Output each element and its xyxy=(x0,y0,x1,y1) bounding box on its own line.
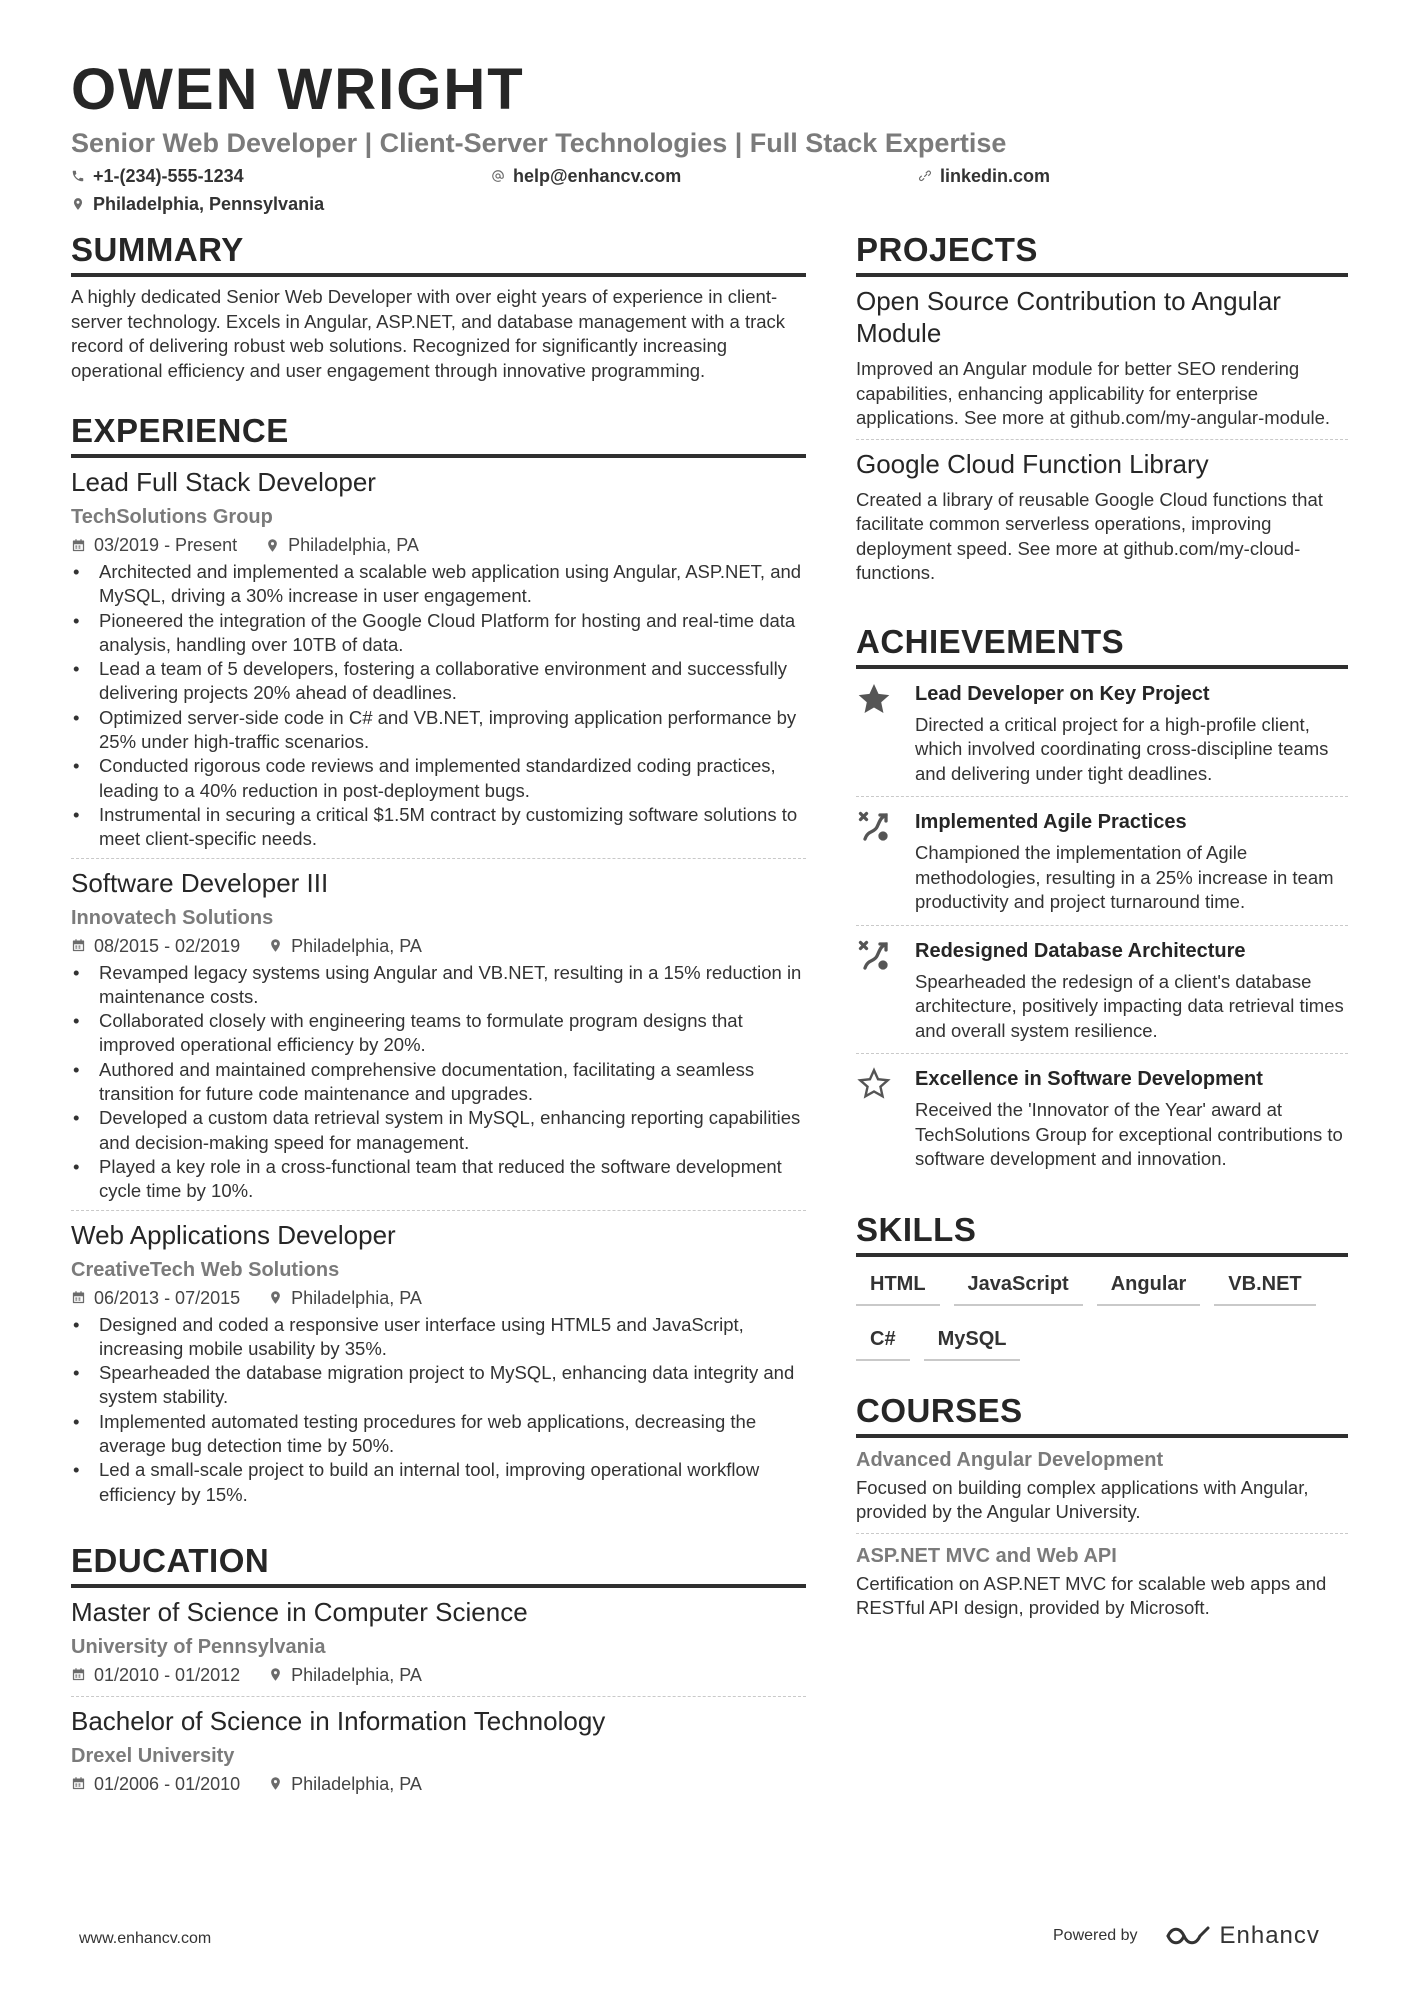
meta-row xyxy=(71,933,806,959)
project-item xyxy=(856,277,1348,440)
project-description: Created a library of reusable Google Cloud functions that facilitate common serverless operations, improving deployment speed. See more at github.com/my-cloud-functions. xyxy=(856,488,1323,583)
experience-heading: EXPERIENCE xyxy=(71,411,806,458)
achievement-item xyxy=(856,926,1348,1055)
contact-location xyxy=(71,194,324,215)
course-item xyxy=(856,1534,1348,1629)
education-list xyxy=(71,1588,806,1805)
at-icon xyxy=(491,169,505,183)
meta-row xyxy=(71,1285,806,1311)
achievement-title: Lead Developer on Key Project xyxy=(915,682,1210,705)
courses-section xyxy=(856,1391,1348,1629)
course-item xyxy=(856,1438,1348,1534)
achievement-body xyxy=(915,679,1348,787)
location xyxy=(268,1662,422,1688)
skills-section xyxy=(856,1210,1348,1377)
achievement-icon-wrap xyxy=(856,936,915,1044)
project-title: Open Source Contribution to Angular Module xyxy=(856,286,1281,348)
star-filled-icon xyxy=(856,681,892,717)
job-title: Lead Full Stack Developer xyxy=(71,467,376,497)
skills-heading: SKILLS xyxy=(856,1210,1348,1257)
powered-by-label: Powered by xyxy=(1053,1927,1138,1944)
contact-row xyxy=(71,163,1351,189)
achievement-body xyxy=(915,807,1348,915)
bullet-item: • Implemented automated testing procedures for web applications, decreasing the average bug detection time by 50%. xyxy=(71,1410,806,1459)
date-range xyxy=(71,1662,240,1688)
date-text: 06/2013 - 07/2015 xyxy=(94,1287,241,1308)
location-text: Philadelphia, PA xyxy=(291,1287,422,1308)
contact-phone xyxy=(71,166,491,187)
location-pin-icon xyxy=(268,938,283,953)
candidate-headline: Senior Web Developer | Client-Server Technologies | Full Stack Expertise xyxy=(71,128,1007,158)
phone-text: +1-(234)-555-1234 xyxy=(93,165,244,186)
projects-section xyxy=(856,230,1348,594)
bullet-item: • Lead a team of 5 developers, fostering a collaborative environment and successfully delivering projects 20% ahead of deadlines. xyxy=(71,657,806,706)
bullet-item: • Instrumental in securing a critical $1.5M contract by customizing software solutions to meet client-specific needs. xyxy=(71,803,806,852)
bullet-item: • Led a small-scale project to build an internal tool, improving operational workflow efficiency by 15%. xyxy=(71,1458,806,1507)
location-pin-icon xyxy=(265,538,280,553)
achievements-list xyxy=(856,669,1348,1182)
school-name: Drexel University xyxy=(71,1744,235,1767)
location-text: Philadelphia, PA xyxy=(291,935,422,956)
date-text: 03/2019 - Present xyxy=(94,535,238,555)
bullet-item: • Designed and coded a responsive user interface using HTML5 and JavaScript, increasing mobile usability by 35%. xyxy=(71,1313,806,1362)
footer-branding xyxy=(1053,1922,1320,1950)
calendar-icon xyxy=(71,1667,86,1682)
date-range xyxy=(71,532,237,558)
achievement-icon-wrap xyxy=(856,807,915,915)
left-column xyxy=(71,230,806,1833)
achievement-title: Excellence in Software Development xyxy=(915,1068,1263,1090)
location-pin-icon xyxy=(268,1667,283,1682)
skill-tag: HTML xyxy=(856,1267,940,1306)
skill-tag: VB.NET xyxy=(1214,1267,1315,1306)
strategy-icon xyxy=(856,809,892,845)
location-text: Philadelphia, PA xyxy=(291,1773,422,1794)
calendar-icon xyxy=(71,1776,86,1791)
date-text: 01/2006 - 01/2010 xyxy=(94,1773,241,1794)
location xyxy=(265,532,419,558)
skill-tag: MySQL xyxy=(924,1322,1021,1361)
contact-row-location xyxy=(71,191,1351,217)
meta-row xyxy=(71,1771,806,1797)
location-text: Philadelphia, PA xyxy=(288,535,419,555)
projects-heading: PROJECTS xyxy=(856,230,1348,277)
bullet-list xyxy=(71,961,806,1204)
phone-icon xyxy=(71,169,85,183)
summary-text: A highly dedicated Senior Web Developer with over eight years of experience in client-server technology. Excels in Angular, ASP.NET, and database management with a track record of delivering robust web solutions. Recognized for significantly increasing operational efficiency and user engagement through innovative programming. xyxy=(71,286,786,381)
meta-row xyxy=(71,1662,806,1688)
contact-linkedin[interactable] xyxy=(918,166,1050,187)
bullet-item: • Authored and maintained comprehensive documentation, facilitating a seamless transition for future code maintenance and upgrades. xyxy=(71,1058,806,1107)
courses-list xyxy=(856,1438,1348,1629)
achievement-description: Championed the implementation of Agile methodologies, resulting in a 25% increase in team productivity and project turnaround time. xyxy=(915,842,1334,912)
projects-list xyxy=(856,277,1348,594)
achievement-icon-wrap xyxy=(856,1064,915,1172)
link-icon xyxy=(918,169,932,183)
education-item xyxy=(71,1697,806,1805)
linkedin-text: linkedin.com xyxy=(940,165,1051,186)
calendar-icon xyxy=(71,1290,86,1305)
skill-tag: JavaScript xyxy=(954,1267,1083,1306)
enhancv-logo[interactable] xyxy=(1164,1922,1320,1950)
summary-heading: SUMMARY xyxy=(71,230,806,277)
experience-item xyxy=(71,1211,806,1513)
footer-website[interactable]: www.enhancv.com xyxy=(79,1930,212,1947)
achievement-body xyxy=(915,1064,1348,1172)
enhancv-logo-icon xyxy=(1164,1925,1212,1947)
email-text: help@enhancv.com xyxy=(513,165,682,186)
calendar-icon xyxy=(71,938,86,953)
bullet-item: • Revamped legacy systems using Angular and VB.NET, resulting in a 15% reduction in maintenance costs. xyxy=(71,961,806,1010)
candidate-name: OWEN WRIGHT xyxy=(71,57,525,122)
company-name: TechSolutions Group xyxy=(71,506,273,528)
bullet-item: • Conducted rigorous code reviews and implemented standardized coding practices, leading to a 40% reduction in post-deployment bugs. xyxy=(71,754,806,803)
course-description: Focused on building complex applications with Angular, provided by the Angular University. xyxy=(856,1476,1309,1522)
courses-heading: COURSES xyxy=(856,1391,1348,1438)
project-title: Google Cloud Function Library xyxy=(856,448,1209,479)
bullet-item: • Developed a custom data retrieval system in MySQL, enhancing reporting capabilities and decision-making speed for management. xyxy=(71,1106,806,1155)
achievement-item xyxy=(856,797,1348,926)
meta-row xyxy=(71,532,806,558)
job-title: Software Developer III xyxy=(71,867,329,898)
education-item xyxy=(71,1588,806,1697)
achievement-description: Received the 'Innovator of the Year' award at TechSolutions Group for exceptional contributions to software development and innovation. xyxy=(915,1099,1343,1169)
date-text: 08/2015 - 02/2019 xyxy=(94,935,241,956)
degree-title: Bachelor of Science in Information Technology xyxy=(71,1705,606,1736)
bullet-item: • Collaborated closely with engineering teams to formulate program designs that improved operational efficiency by 20%. xyxy=(71,1009,806,1058)
degree-title: Master of Science in Computer Science xyxy=(71,1596,528,1627)
bullet-item: • Played a key role in a cross-functional team that reduced the software development cycle time by 10%. xyxy=(71,1155,806,1204)
experience-section xyxy=(71,411,806,1513)
bullet-item: • Spearheaded the database migration project to MySQL, enhancing data integrity and system stability. xyxy=(71,1361,806,1410)
summary-section xyxy=(71,230,806,383)
location xyxy=(268,1771,422,1797)
location-pin-icon xyxy=(268,1776,283,1791)
experience-item xyxy=(71,458,806,859)
achievement-title: Implemented Agile Practices xyxy=(915,811,1187,833)
achievement-body xyxy=(915,936,1348,1044)
job-title: Web Applications Developer xyxy=(71,1219,396,1250)
date-range xyxy=(71,933,240,959)
achievement-description: Spearheaded the redesign of a client's database architecture, positively impacting data retrieval times and overall system resilience. xyxy=(915,970,1344,1041)
right-column xyxy=(856,230,1348,1657)
bullet-item: • Pioneered the integration of the Google Cloud Platform for hosting and real-time data analysis, handling over 10TB of data. xyxy=(71,609,806,658)
education-section xyxy=(71,1541,806,1805)
star-outline-icon xyxy=(856,1066,892,1102)
achievement-item xyxy=(856,1054,1348,1182)
achievements-heading: ACHIEVEMENTS xyxy=(856,622,1348,669)
bullet-item: • Architected and implemented a scalable web application using Angular, ASP.NET, and MySQL, driving a 30% increase in user engagement. xyxy=(71,560,806,609)
experience-item xyxy=(71,859,806,1211)
calendar-icon xyxy=(71,538,86,553)
school-name: University of Pennsylvania xyxy=(71,1635,326,1658)
location xyxy=(268,933,422,959)
skills-list xyxy=(856,1257,1348,1377)
strategy-icon xyxy=(856,938,892,974)
date-text: 01/2010 - 01/2012 xyxy=(94,1664,241,1685)
location-pin-icon xyxy=(268,1290,283,1305)
location xyxy=(268,1285,422,1311)
skill-tag: C# xyxy=(856,1322,910,1361)
resume-header xyxy=(71,55,1351,217)
education-heading: EDUCATION xyxy=(71,1541,806,1588)
enhancv-brand-text: Enhancv xyxy=(1219,1922,1320,1949)
course-title: ASP.NET MVC and Web API xyxy=(856,1544,1117,1567)
contact-email[interactable] xyxy=(491,166,918,187)
bullet-list xyxy=(71,560,806,852)
bullet-list xyxy=(71,1313,806,1507)
company-name: Innovatech Solutions xyxy=(71,906,274,929)
date-range xyxy=(71,1771,240,1797)
bullet-item: • Optimized server-side code in C# and VB.NET, improving application performance by 25% under high-traffic scenarios. xyxy=(71,706,806,755)
course-title: Advanced Angular Development xyxy=(856,1448,1164,1471)
experience-list xyxy=(71,458,806,1513)
company-name: CreativeTech Web Solutions xyxy=(71,1258,340,1281)
achievements-section xyxy=(856,622,1348,1182)
skill-tag: Angular xyxy=(1097,1267,1201,1306)
date-range xyxy=(71,1285,240,1311)
achievement-icon-wrap xyxy=(856,679,915,787)
course-description: Certification on ASP.NET MVC for scalable web apps and RESTful API design, provided by Microsoft. xyxy=(856,1572,1327,1618)
project-item xyxy=(856,440,1348,594)
location-text: Philadelphia, PA xyxy=(291,1664,422,1685)
achievement-title: Redesigned Database Architecture xyxy=(915,939,1246,962)
location-text: Philadelphia, Pennsylvania xyxy=(93,193,325,214)
achievement-item xyxy=(856,669,1348,798)
project-description: Improved an Angular module for better SEO rendering capabilities, enhancing applicability for enterprise applications. See more at github.com/my-angular-module. xyxy=(856,358,1331,428)
achievement-description: Directed a critical project for a high-profile client, which involved coordinating cross-discipline teams and delivering under tight deadlines. xyxy=(915,713,1329,784)
location-pin-icon xyxy=(71,197,85,211)
